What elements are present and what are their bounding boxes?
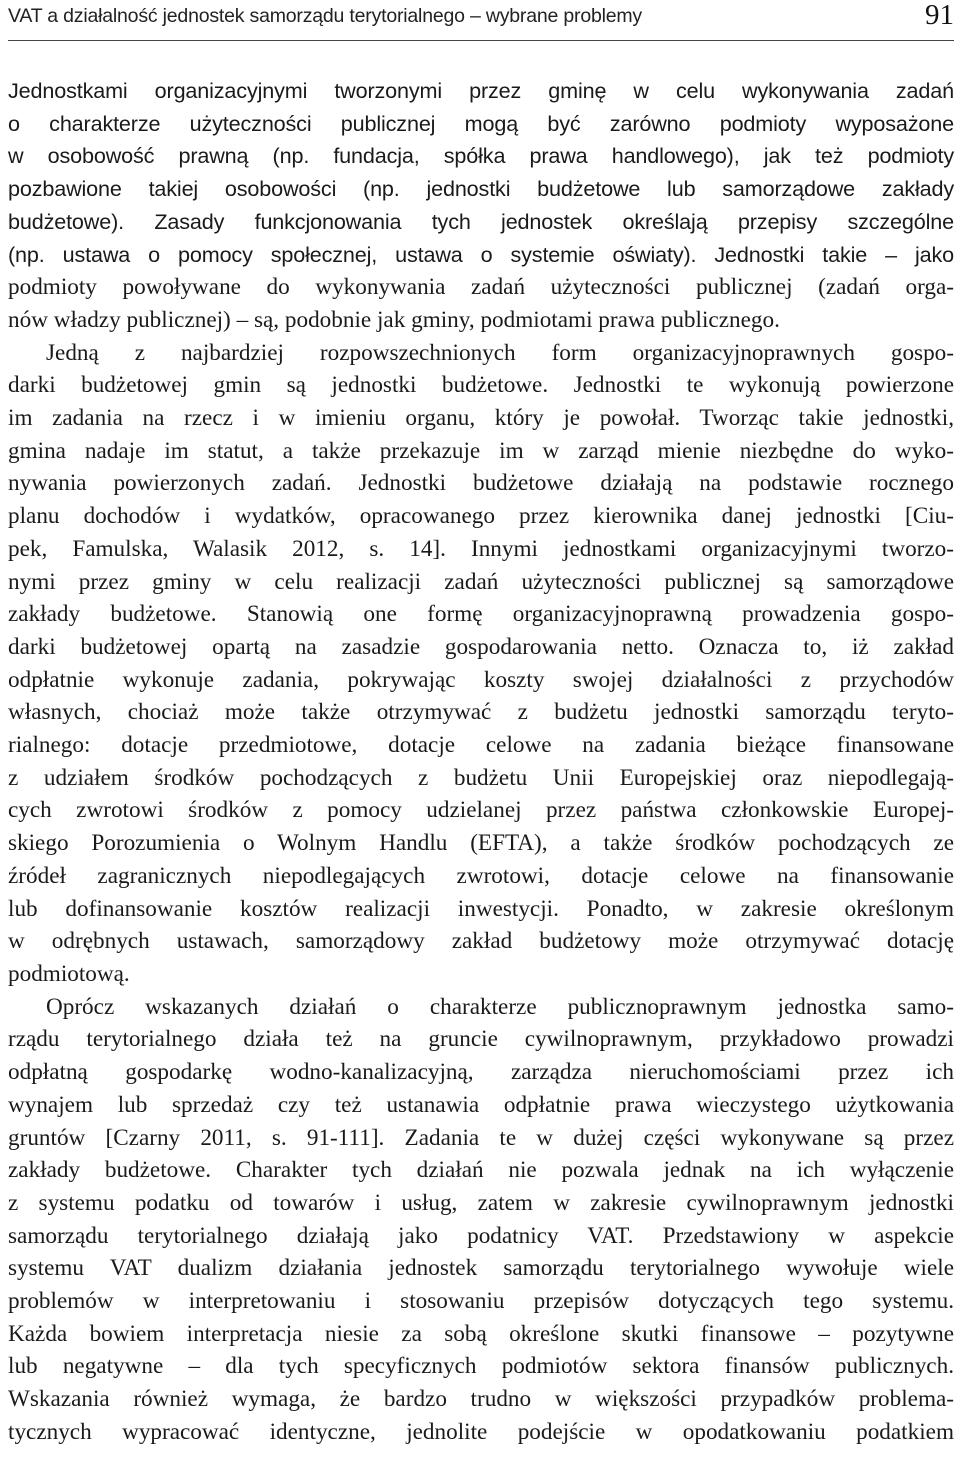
text-line: z udziałem środków pochodzących z budżetu Unii Europejskiej oraz niepodlegają- [8, 764, 954, 791]
text-line: własnych, chociaż może także otrzymywać z budżetu jednostki samorządu teryto- [8, 699, 954, 726]
text-line: lub negatywne – dla tych specyficznych podmiotów sektora finansów publicznych. [8, 1353, 954, 1380]
text-line: gruntów [Czarny 2011, s. 91-111]. Zadania te w dużej części wykonywane są przez [8, 1124, 954, 1151]
text-line: problemów w interpretowaniu i stosowaniu przepisów dotyczących tego systemu. [8, 1288, 954, 1315]
text-line: podmioty powoływane do wykonywania zadań użyteczności publicznej (zadań orga- [8, 274, 954, 301]
running-header [8, 0, 954, 41]
text-line: samorządu terytorialnego działają jako podatnicy VAT. Przedstawiony w aspekcie [8, 1222, 954, 1249]
text-line: Wskazania również wymaga, że bardzo trudno w większości przypadków problema- [8, 1386, 954, 1413]
text-line: (np. ustawa o pomocy społecznej, ustawa o systemie oświaty). Jednostki takie – jako [8, 241, 954, 267]
text-line: lub dofinansowanie kosztów realizacji inwestycji. Ponadto, w zakresie określonym [8, 895, 954, 922]
text-line: w odrębnych ustawach, samorządowy zakład budżetowy może otrzymywać dotację [8, 928, 954, 955]
text-line: pozbawione takiej osobowości (np. jednostki budżetowe lub samorządowe zakłady [8, 176, 954, 202]
text-line: im zadania na rzecz i w imieniu organu, który je powołał. Tworząc takie jednostki, [8, 405, 954, 432]
document-page [8, 0, 954, 1449]
text-line: Oprócz wskazanych działań o charakterze publicznoprawnym jednostka samo- [46, 993, 954, 1020]
text-line: Każda bowiem interpretacja niesie za sobą określone skutki finansowe – pozytywne [8, 1320, 954, 1347]
text-line: odpłatną gospodarkę wodno-kanalizacyjną, zarządza nieruchomościami przez ich [8, 1059, 954, 1086]
text-line: Jednostkami organizacyjnymi tworzonymi przez gminę w celu wykonywania zadań [8, 78, 954, 103]
text-line: nów władzy publicznej) – są, podobnie jak gminy, podmiotami prawa publicznego. [8, 306, 780, 333]
text-line: cych zwrotowi środków z pomocy udzielanej przez państwa członkowskie Europej- [8, 797, 954, 824]
text-line: rialnego: dotacje przedmiotowe, dotacje celowe na zadania bieżące finansowane [8, 732, 954, 759]
text-line: nymi przez gminy w celu realizacji zadań użyteczności publicznej są samorządowe [8, 568, 954, 595]
text-line: pek, Famulska, Walasik 2012, s. 14]. Innymi jednostkami organizacyjnymi tworzo- [8, 535, 954, 562]
text-line: o charakterze użyteczności publicznej mogą być zarówno podmioty wyposażone [8, 110, 954, 136]
text-line: w osobowość prawną (np. fundacja, spółka prawa handlowego), jak też podmioty [8, 143, 954, 169]
text-line: z systemu podatku od towarów i usług, zatem w zakresie cywilnoprawnym jednostki [8, 1189, 954, 1216]
text-line: systemu VAT dualizm działania jednostek samorządu terytorialnego wywołuje wiele [8, 1255, 954, 1282]
running-title: VAT a działalność jednostek samorządu terytorialnego – wybrane problemy [8, 5, 642, 27]
text-line: wynajem lub sprzedaż czy też ustanawia odpłatnie prawa wieczystego użytkowania [8, 1091, 954, 1118]
text-line: zakłady budżetowe. Charakter tych działań nie pozwala jednak na ich wyłączenie [8, 1157, 954, 1184]
body-text [8, 75, 954, 1449]
text-line: skiego Porozumienia o Wolnym Handlu (EFTA), a także środków pochodzących ze [8, 830, 954, 857]
text-line: gmina nadaje im statut, a także przekazuje im w zarząd mienie niezbędne do wyko- [8, 437, 954, 464]
text-line: nywania powierzonych zadań. Jednostki budżetowe działają na podstawie rocznego [8, 470, 954, 497]
text-line: Jedną z najbardziej rozpowszechnionych form organizacyjnoprawnych gospo- [46, 339, 954, 366]
text-line: darki budżetowej opartą na zasadzie gospodarowania netto. Oznacza to, iż zakład [8, 633, 954, 660]
text-line: źródeł zagranicznych niepodlegających zwrotowi, dotacje celowe na finansowanie [8, 862, 954, 889]
page-number: 91 [925, 0, 954, 31]
text-line: tycznych wypracować identyczne, jednolite podejście w opodatkowaniu podatkiem [8, 1418, 954, 1445]
text-line: budżetowe). Zasady funkcjonowania tych jednostek określają przepisy szczególne [8, 208, 954, 234]
text-line: planu dochodów i wydatków, opracowanego przez kierownika danej jednostki [Ciu- [8, 503, 954, 530]
text-line: darki budżetowej gmin są jednostki budżetowe. Jednostki te wykonują powierzone [8, 372, 954, 399]
text-line: podmiotową. [8, 960, 130, 987]
text-line: odpłatnie wykonuje zadania, pokrywając koszty swojej działalności z przychodów [8, 666, 954, 693]
text-line: zakłady budżetowe. Stanowią one formę organizacyjnoprawną prowadzenia gospo- [8, 601, 954, 628]
text-line: rządu terytorialnego działa też na gruncie cywilnoprawnym, przykładowo prowadzi [8, 1026, 954, 1053]
